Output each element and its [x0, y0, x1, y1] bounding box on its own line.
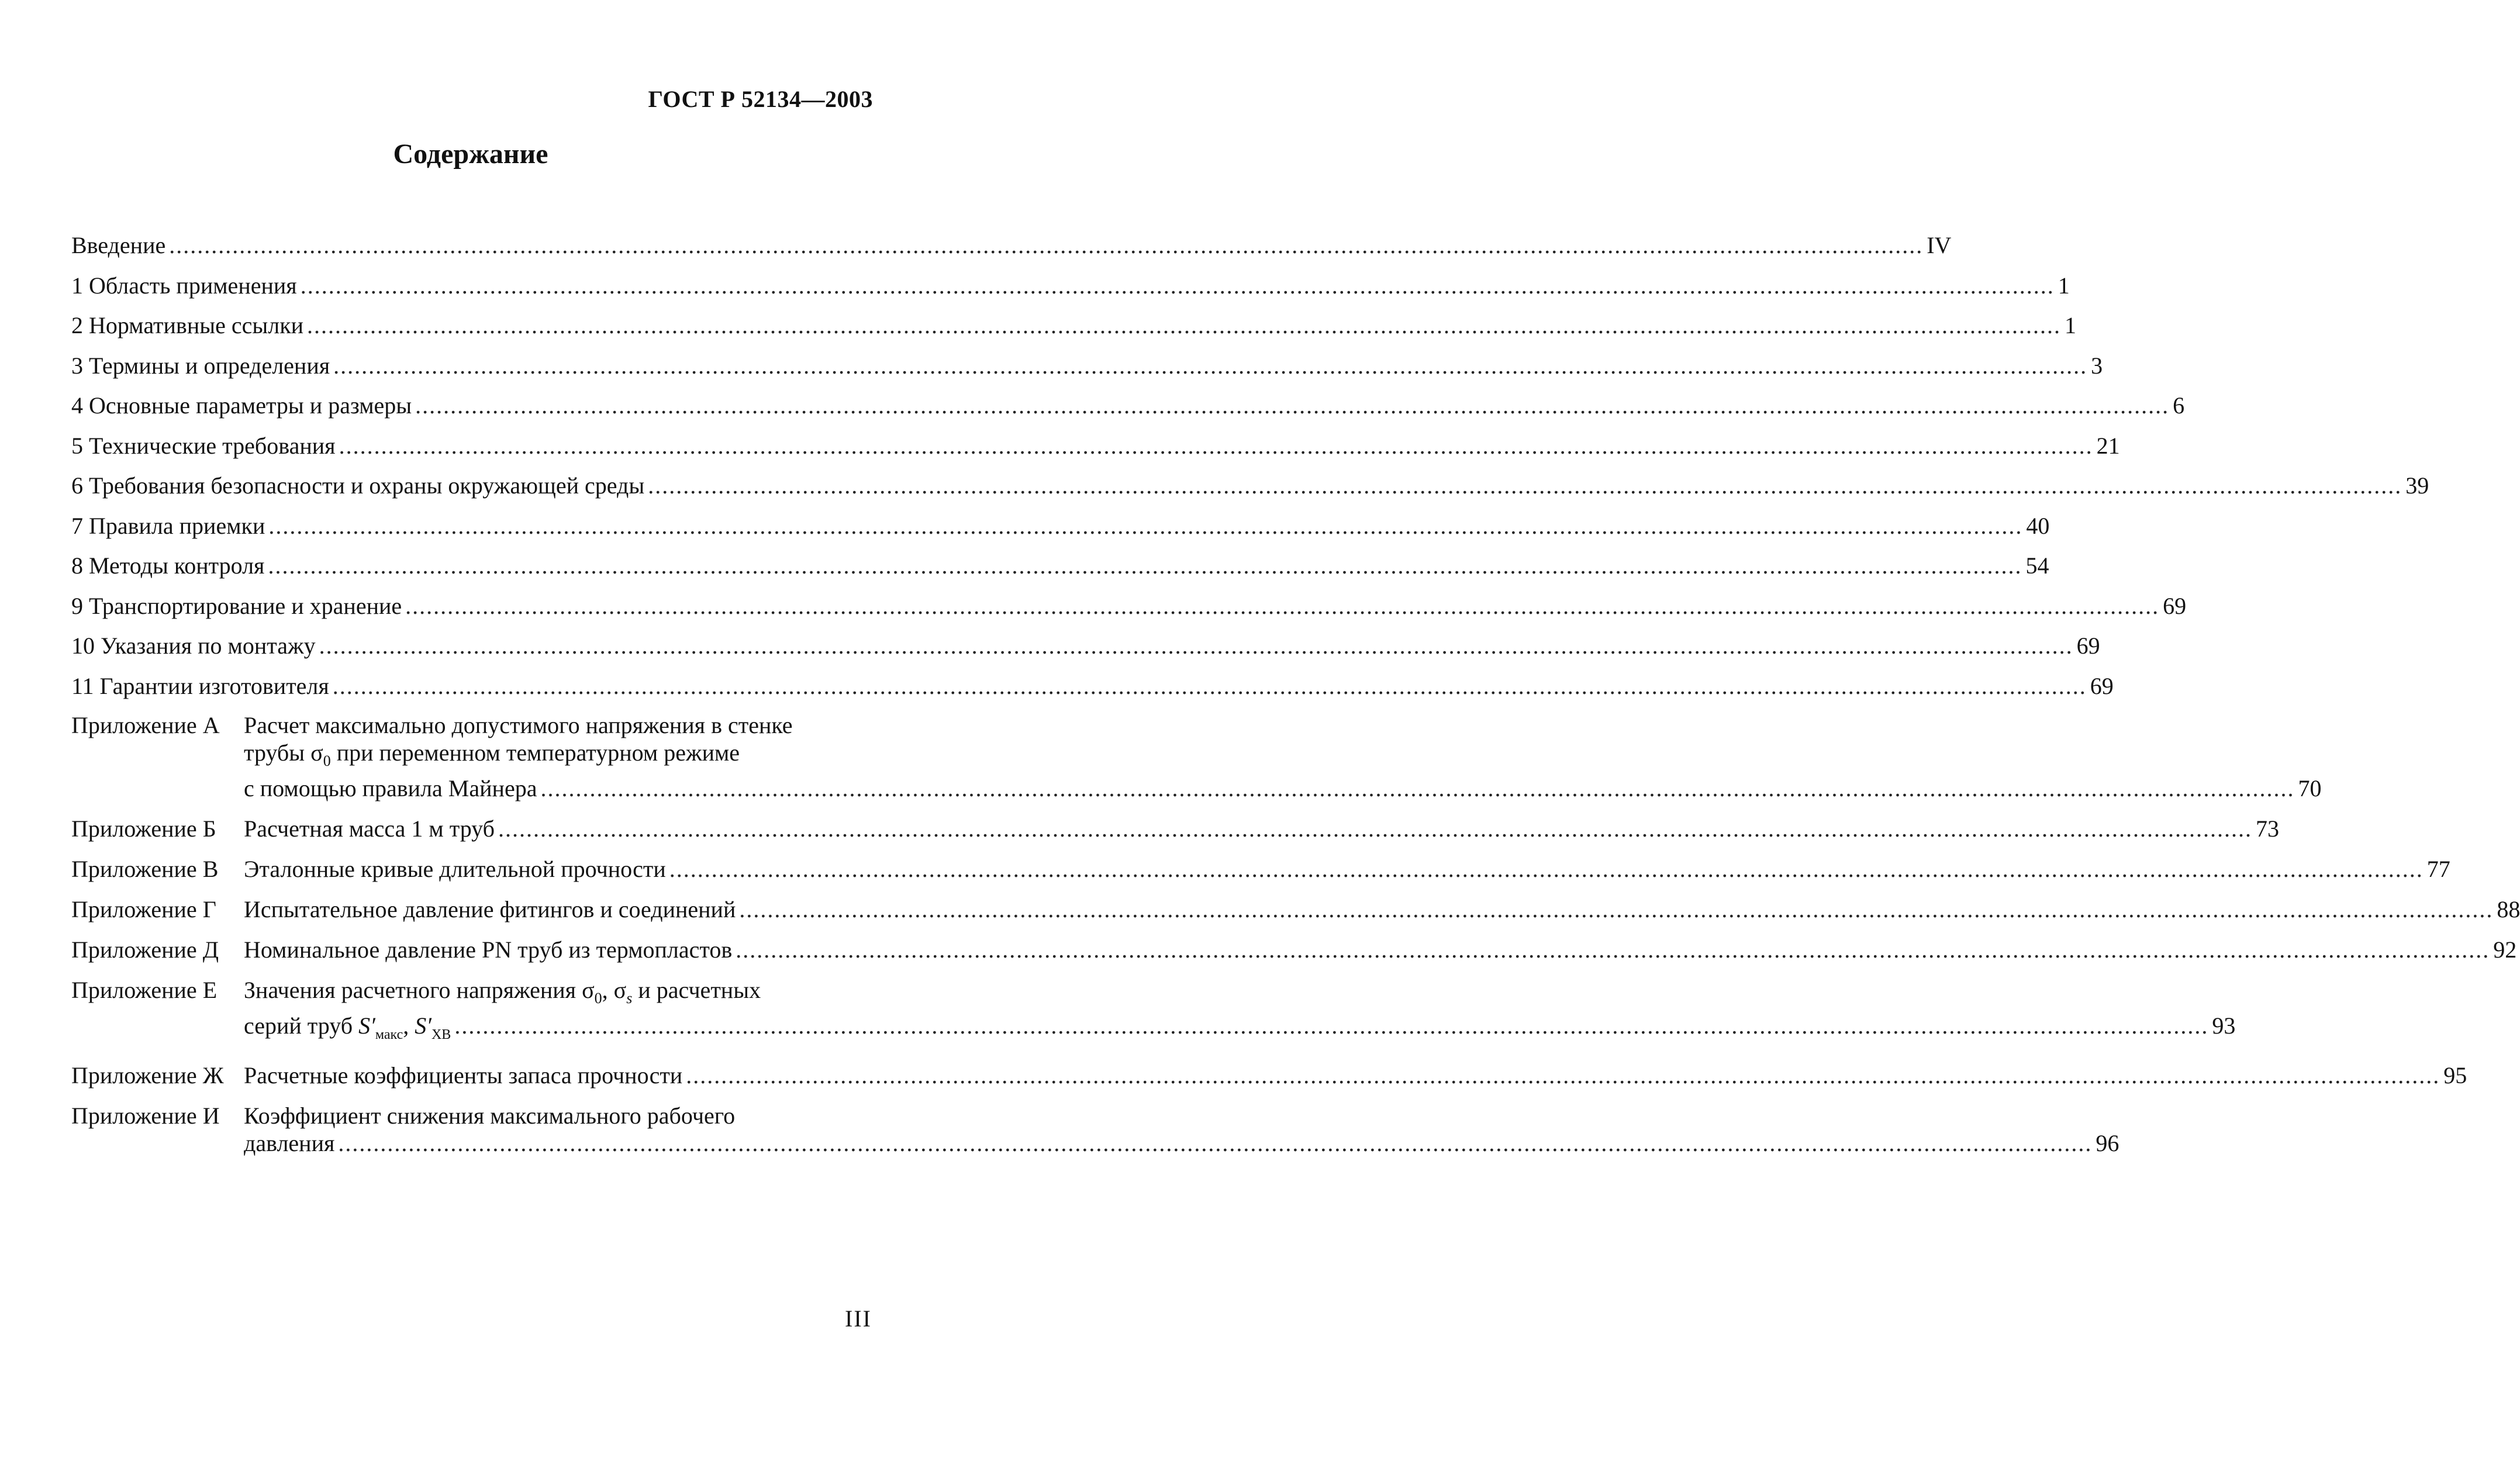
dot-leader	[736, 936, 2490, 963]
toc-entry-label: 6 Требования безопасности и охраны окружающей среды	[71, 472, 645, 499]
toc-entry-page: 70	[2298, 775, 2322, 801]
toc-entry-7[interactable]	[71, 512, 2050, 552]
dot-leader	[333, 672, 2087, 701]
toc-appendix-e[interactable]	[71, 976, 2236, 1049]
dot-leader	[268, 551, 2022, 580]
toc-entry-page: 92	[2493, 937, 2517, 963]
toc-entry-page: 1	[2065, 312, 2077, 338]
appendix-label: Приложение В	[71, 856, 219, 882]
appendix-title-line: Расчет максимально допустимого напряжения в стенке	[244, 712, 793, 738]
appendix-label: Приложение Б	[71, 816, 216, 842]
appendix-label: Приложение А	[71, 712, 220, 738]
toc-entry-8[interactable]	[71, 551, 2049, 592]
appendix-label: Приложение Ж	[71, 1062, 224, 1089]
toc-entry-label: 10 Указания по монтажу	[71, 633, 316, 659]
dot-leader	[415, 391, 2169, 420]
toc-entry-page: 39	[2405, 472, 2429, 499]
appendix-title-line: Расчетные коэффициенты запаса прочности ..... 95	[244, 1062, 2467, 1089]
toc-entry-page: 88	[2497, 896, 2520, 922]
toc-entry-page: 69	[2163, 592, 2187, 619]
dot-leader	[339, 431, 2093, 461]
toc-entry-4[interactable]	[71, 391, 2185, 431]
dot-leader	[169, 231, 1923, 260]
toc-appendix-g[interactable]	[71, 896, 2520, 923]
appendix-label: Приложение Е	[71, 977, 218, 1003]
toc-entry-page: 69	[2090, 672, 2114, 699]
dot-leader	[739, 896, 2493, 923]
toc-entry-1[interactable]	[71, 271, 2070, 312]
appendix-label: Приложение Д	[71, 937, 219, 963]
appendix-title-line: давления ..... 96	[244, 1129, 2119, 1157]
toc-entry-page: 40	[2026, 512, 2050, 539]
toc-appendix-a[interactable]	[71, 711, 2322, 802]
toc-entry-page: 77	[2426, 856, 2450, 882]
toc-entry-label: 1 Область применения	[71, 272, 297, 299]
toc-appendix-v[interactable]	[71, 855, 2450, 883]
appendix-title-line: Расчетная масса 1 м труб ..... 73	[244, 815, 2279, 842]
toc-entry-page: 21	[2096, 432, 2120, 459]
toc-entry-label: 3 Термины и определения	[71, 352, 330, 379]
toc-entry-page: 73	[2255, 816, 2279, 842]
dot-leader	[405, 592, 2159, 621]
toc-entry-label: 9 Транспортирование и хранение	[71, 592, 402, 619]
toc-entry-10[interactable]	[71, 631, 2100, 672]
toc-entry-page: 69	[2076, 633, 2100, 659]
toc-appendix-d[interactable]	[71, 936, 2517, 963]
toc-entry-page: IV	[1927, 232, 1952, 258]
toc-entry-6[interactable]	[71, 471, 2429, 512]
toc-entry-label: 8 Методы контроля	[71, 552, 265, 579]
dot-leader	[307, 311, 2061, 340]
toc-entry-page: 6	[2173, 392, 2185, 419]
toc-entry-label: 7 Правила приемки	[71, 512, 265, 539]
toc-entry-11[interactable]	[71, 672, 2114, 712]
table-of-contents	[71, 231, 2520, 1170]
page-number: III	[845, 1305, 872, 1332]
appendix-title-line: Коэффициент снижения максимального рабочего	[244, 1103, 736, 1129]
toc-entry-introduction[interactable]	[71, 231, 1952, 271]
toc-entry-page: 54	[2025, 552, 2049, 579]
appendix-title-line: серий труб $S'_{макс}$, $S'_{ХВ}$ ..... 93	[244, 1012, 2235, 1049]
appendix-title-line: Эталонные кривые длительной прочности ..... 77	[244, 855, 2450, 883]
toc-entry-5[interactable]	[71, 431, 2120, 472]
dot-leader	[338, 1129, 2092, 1157]
appendix-label: Приложение Г	[71, 896, 216, 922]
toc-entry-3[interactable]	[71, 351, 2103, 392]
toc-entry-label: 5 Технические требования	[71, 432, 336, 459]
toc-appendix-b[interactable]	[71, 815, 2279, 842]
toc-entry-label: 4 Основные параметры и размеры	[71, 392, 412, 419]
toc-appendix-zh[interactable]	[71, 1062, 2467, 1089]
dot-leader	[540, 775, 2294, 802]
dot-leader	[301, 271, 2055, 300]
page-title: Содержание	[393, 139, 548, 170]
dot-leader	[498, 815, 2252, 842]
appendix-title-line: Испытательное давление фитингов и соединений ..... 88	[244, 896, 2520, 923]
document-code: ГОСТ Р 52134—2003	[648, 86, 873, 112]
dot-leader	[333, 351, 2087, 381]
dot-leader	[319, 631, 2073, 661]
toc-entry-label: 2 Нормативные ссылки	[71, 312, 304, 338]
toc-entry-9[interactable]	[71, 592, 2187, 632]
toc-entry-label: 11 Гарантии изготовителя	[71, 672, 329, 699]
dot-leader	[669, 855, 2424, 883]
toc-entry-label: Введение	[71, 232, 166, 258]
dot-leader	[268, 512, 2022, 541]
dot-leader	[454, 1012, 2208, 1039]
toc-entry-2[interactable]	[71, 311, 2077, 351]
appendix-title-line: с помощью правила Майнера ..... 70	[244, 775, 2321, 802]
toc-entry-page: 1	[2058, 272, 2070, 299]
toc-appendix-i[interactable]	[71, 1102, 2119, 1157]
appendix-title-line: трубы $\sigma_0$ при переменном температурном режиме	[244, 740, 740, 769]
toc-entry-page: 93	[2212, 1013, 2236, 1039]
appendix-title-line: Значения расчетного напряжения $\sigma_0$, $\sigma_s$ и расчетных	[244, 977, 761, 1007]
dot-leader	[648, 471, 2402, 500]
toc-entry-page: 96	[2096, 1130, 2119, 1156]
toc-entry-page: 3	[2091, 352, 2103, 379]
dot-leader	[686, 1062, 2440, 1089]
toc-entry-page: 95	[2443, 1062, 2467, 1089]
appendix-label: Приложение И	[71, 1103, 220, 1129]
appendix-title-line: Номинальное давление PN труб из термопластов ..... 92	[244, 936, 2516, 963]
